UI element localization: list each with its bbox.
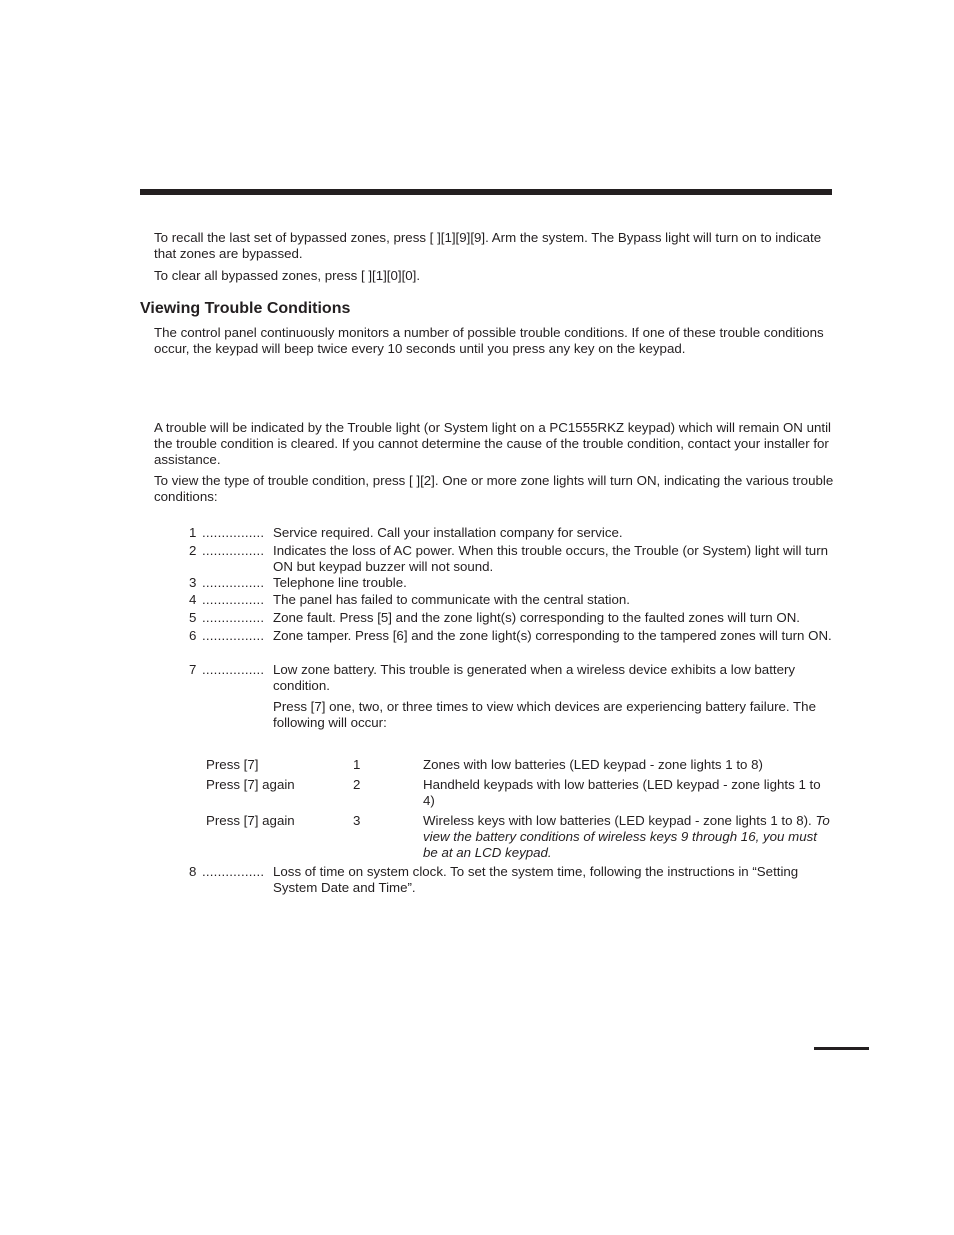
trouble-item-number: 4: [189, 592, 197, 607]
trouble-item-number: 8: [189, 864, 197, 879]
press-key-label: Press [7] again: [206, 777, 295, 792]
leader-dots: ................: [202, 610, 265, 625]
trouble-item-number: 3: [189, 575, 197, 590]
trouble-item-description: Indicates the loss of AC power. When this trouble occurs, the Trouble (or System) light will turn ON but keypad buzzer will not sound.: [273, 543, 829, 574]
leader-dots: ................: [202, 864, 265, 879]
leader-dots: ................: [202, 592, 265, 607]
section-heading: Viewing Trouble Conditions: [140, 300, 351, 317]
press-count: 3: [353, 813, 361, 828]
section-divider: [140, 189, 832, 195]
leader-dots: ................: [202, 543, 265, 558]
trouble-item-description: Loss of time on system clock. To set the system time, following the instructions in “Setting System Date and Time”.: [273, 864, 799, 895]
trouble-item-number: 6: [189, 628, 197, 643]
press-key-label: Press [7]: [206, 757, 259, 772]
trouble-indicator-paragraph: A trouble will be indicated by the Trouble light (or System light on a PC1555RKZ keypad) which will remain ON until the trouble condition is cleared. If you cannot determine the cause of the trouble condition, contact your installer for assistance.: [154, 420, 831, 467]
leader-dots: ................: [202, 662, 265, 677]
trouble-item-description: Service required. Call your installation company for service.: [273, 525, 623, 540]
trouble-item-number: 5: [189, 610, 197, 625]
trouble-intro-paragraph: The control panel continuously monitors a number of possible trouble conditions. If one of these trouble conditions occur, the keypad will beep twice every 10 seconds until you press any key on the keypad.: [154, 325, 824, 356]
trouble-item-description: Low zone battery. This trouble is generated when a wireless device exhibits a low battery condition.: [273, 662, 796, 693]
battery-result: Handheld keypads with low batteries (LED keypad - zone lights 1 to 4): [423, 777, 821, 808]
trouble-item-number: 1: [189, 525, 197, 540]
footer-rule: [814, 1047, 869, 1050]
trouble-item-number: 7: [189, 662, 197, 677]
trouble-view-paragraph: To view the type of trouble condition, press [ ][2]. One or more zone lights will turn ON, indicating the various trouble conditions:: [154, 473, 834, 504]
leader-dots: ................: [202, 628, 265, 643]
press-count: 2: [353, 777, 361, 792]
trouble-item-description: Telephone line trouble.: [273, 575, 407, 590]
battery-result: Wireless keys with low batteries (LED keypad - zone lights 1 to 8). To view the battery conditions of wireless keys 9 through 16, you must be at an LCD keypad.: [423, 813, 830, 860]
bypass-clear-paragraph: To clear all bypassed zones, press [ ][1][0][0].: [154, 268, 421, 283]
battery-note-paragraph: Press [7] one, two, or three times to view which devices are experiencing battery failure. The following will occur:: [273, 699, 816, 730]
battery-result: Zones with low batteries (LED keypad - zone lights 1 to 8): [423, 757, 763, 772]
trouble-item-description: The panel has failed to communicate with the central station.: [273, 592, 630, 607]
trouble-item-description: Zone fault. Press [5] and the zone light(s) corresponding to the faulted zones will turn ON.: [273, 610, 800, 625]
press-count: 1: [353, 757, 361, 772]
press-key-label: Press [7] again: [206, 813, 295, 828]
leader-dots: ................: [202, 525, 265, 540]
trouble-item-description: Zone tamper. Press [6] and the zone light(s) corresponding to the tampered zones will turn ON.: [273, 628, 832, 643]
trouble-item-number: 2: [189, 543, 197, 558]
lcd-keypad-note: To view the battery conditions of wireless keys 9 through 16, you must be at an LCD keypad.: [423, 813, 830, 860]
bypass-recall-paragraph: To recall the last set of bypassed zones, press [ ][1][9][9]. Arm the system. The Bypass light will turn on to indicate that zones are bypassed.: [154, 230, 822, 261]
leader-dots: ................: [202, 575, 265, 590]
